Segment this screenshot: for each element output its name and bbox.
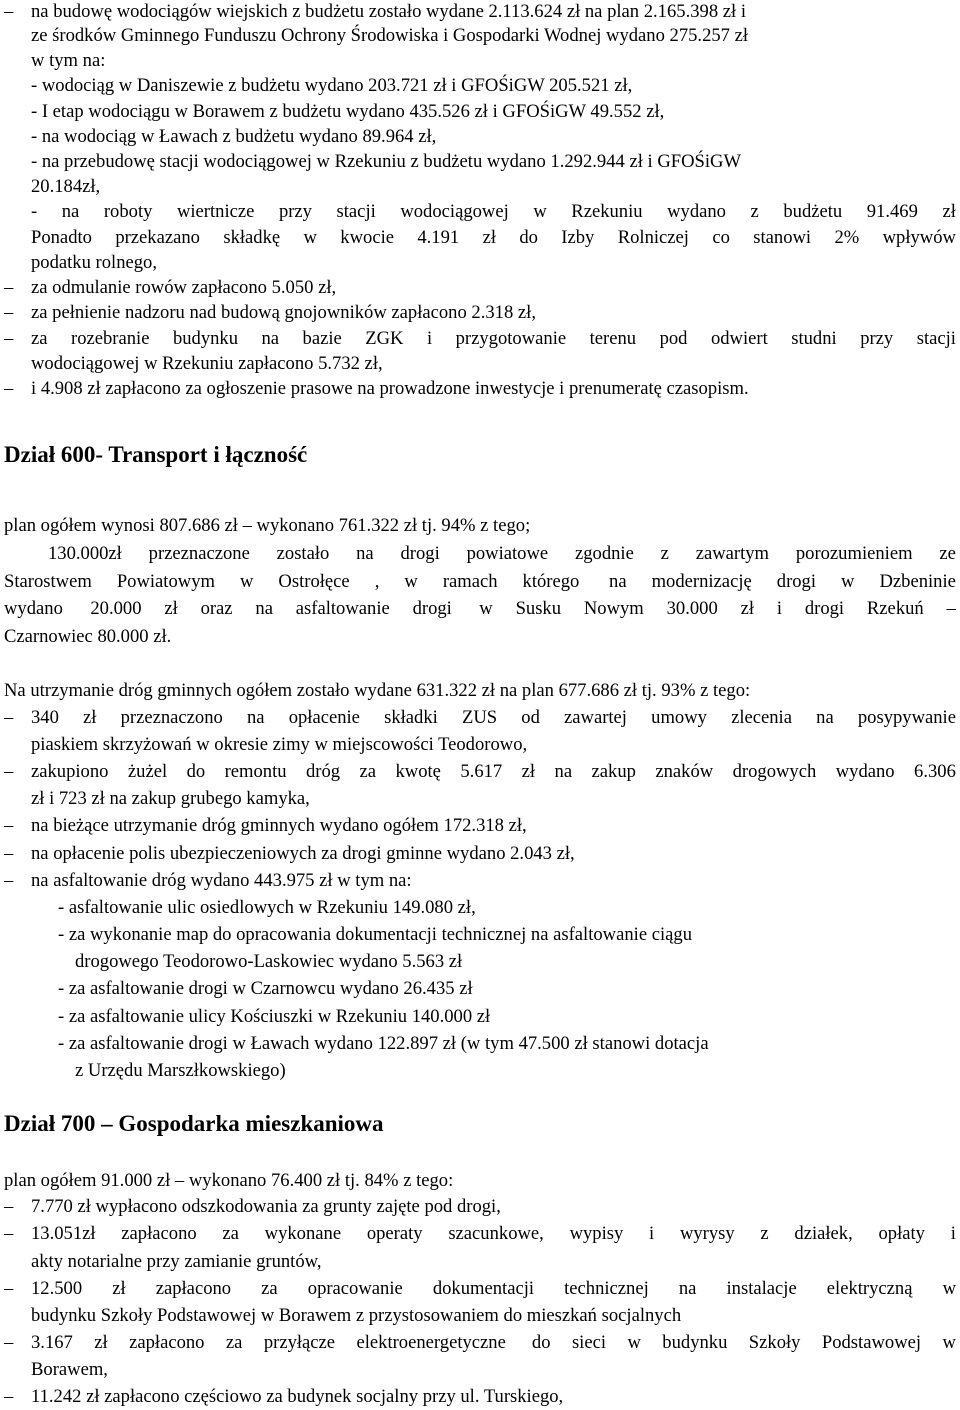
text-line: plan ogółem 91.000 zł – wykonano 76.400 zł tj. 84% z tego: bbox=[4, 1170, 454, 1191]
word: stanowi bbox=[753, 227, 812, 248]
word: Powiatowym bbox=[116, 571, 215, 592]
word: dokumentacji bbox=[432, 1278, 535, 1299]
word: technicznej bbox=[564, 1278, 649, 1299]
word: przy bbox=[278, 201, 312, 222]
word: ZUS bbox=[461, 707, 498, 728]
word: 13.051zł bbox=[31, 1223, 96, 1244]
word: wydano bbox=[4, 598, 63, 619]
justified-line bbox=[48, 543, 956, 565]
word: przeznaczone bbox=[148, 543, 250, 564]
word: Ostrołęce bbox=[278, 571, 350, 592]
word: kwotę bbox=[395, 761, 441, 782]
word: zł bbox=[482, 227, 496, 248]
word: zł bbox=[94, 1332, 108, 1353]
word: porozumieniem bbox=[795, 543, 913, 564]
word: elektroenergetyczne bbox=[356, 1332, 506, 1353]
word: za bbox=[222, 1223, 239, 1244]
word: w bbox=[533, 201, 547, 222]
word: wiertnicze bbox=[176, 201, 255, 222]
word: zgodnie bbox=[574, 543, 634, 564]
text-line: - na wodociąg w Ławach z budżetu wydano 89.964 zł, bbox=[31, 126, 437, 147]
word: wpływów bbox=[882, 227, 956, 248]
word: – bbox=[946, 598, 956, 619]
word: 4.191 bbox=[417, 227, 460, 248]
word: zlecenia bbox=[731, 707, 792, 728]
text-line: - wodociąg w Daniszewie z budżetu wydano 203.721 zł i GFOŚiGW 205.521 zł, bbox=[31, 75, 633, 96]
word: zł bbox=[112, 1278, 126, 1299]
word: do bbox=[527, 1332, 551, 1353]
word: w bbox=[404, 571, 418, 592]
word: Ponadto bbox=[31, 227, 92, 248]
word: przy bbox=[860, 328, 894, 349]
text-line: Na utrzymanie dróg gminnych ogółem zostało wydane 631.322 zł na plan 677.686 zł tj. 93% z tego: bbox=[4, 680, 751, 701]
bullet-dash: – bbox=[4, 1386, 14, 1407]
word: w bbox=[627, 1332, 641, 1353]
word: w bbox=[942, 1278, 956, 1299]
word: i bbox=[426, 328, 433, 349]
word: 5.617 bbox=[460, 761, 503, 782]
text-line: ze środków Gminnego Funduszu Ochrony Środowiska i Gospodarki Wodnej wydano 275.257 zł bbox=[31, 25, 749, 46]
justified-line bbox=[31, 201, 956, 223]
sub-item: drogowego Teodorowo-Laskowiec wydano 5.563 zł bbox=[75, 951, 463, 972]
list-item: na opłacenie polis ubezpieczeniowych za drogi gminne wydano 2.043 zł, bbox=[31, 843, 575, 864]
word: składki bbox=[384, 707, 438, 728]
word: za bbox=[261, 1278, 278, 1299]
word: bazie bbox=[302, 328, 342, 349]
word: powiatowe bbox=[466, 543, 549, 564]
bullet-dash: – bbox=[4, 328, 14, 349]
word: Rolniczej bbox=[617, 227, 689, 248]
word: stacji bbox=[916, 328, 956, 349]
word: Dzbeninie bbox=[879, 571, 956, 592]
word: do bbox=[519, 227, 538, 248]
section-heading: Dział 700 – Gospodarka mieszkaniowa bbox=[4, 1111, 384, 1136]
sub-item: - asfaltowanie ulic osiedlowych w Rzekuniu 149.080 zł, bbox=[58, 897, 476, 918]
word: umowy bbox=[651, 707, 707, 728]
word: wypisy bbox=[569, 1223, 624, 1244]
word: Podstawowej bbox=[821, 1332, 922, 1353]
word: ramach bbox=[442, 571, 498, 592]
word: z bbox=[660, 543, 669, 564]
word: Susku bbox=[515, 598, 562, 619]
word: wodociągowej bbox=[400, 201, 509, 222]
list-item: budynku Szkoły Podstawowej w Borawem z przystosowaniem do mieszkań socjalnych bbox=[31, 1305, 682, 1326]
justified-line bbox=[31, 761, 956, 783]
word: znaków bbox=[655, 761, 714, 782]
word: zł bbox=[164, 598, 178, 619]
word: 20.000 bbox=[85, 598, 142, 619]
word: na bbox=[261, 328, 280, 349]
word: zł bbox=[521, 761, 536, 782]
word: żużel bbox=[127, 761, 168, 782]
word: zł bbox=[740, 598, 754, 619]
justified-line bbox=[4, 571, 956, 593]
list-item: za pełnienie nadzoru nad budową gnojowników zapłacono 2.318 zł, bbox=[31, 302, 536, 323]
word: w bbox=[841, 571, 855, 592]
word: z bbox=[750, 201, 759, 222]
word: zł bbox=[83, 707, 97, 728]
word: na bbox=[356, 543, 374, 564]
word: przygotowanie bbox=[455, 328, 567, 349]
word: pod bbox=[659, 328, 688, 349]
word: i bbox=[776, 598, 782, 619]
word: szacunkowe, bbox=[448, 1223, 544, 1244]
text-line: na budowę wodociągów wiejskich z budżetu zostało wydane 2.113.624 zł na plan 2.165.398 zł i bbox=[31, 1, 746, 22]
word: od bbox=[521, 707, 540, 728]
bullet-dash: – bbox=[4, 1332, 14, 1353]
word: Starostwem bbox=[4, 571, 92, 592]
bullet-dash: – bbox=[4, 870, 14, 891]
sub-item: z Urzędu Marszłkowskiego) bbox=[75, 1060, 286, 1081]
text-line: plan ogółem wynosi 807.686 zł – wykonano 761.322 zł tj. 94% z tego; bbox=[4, 515, 531, 536]
word: za bbox=[359, 761, 377, 782]
list-item: i 4.908 zł zapłacono za ogłoszenie prasowe na prowadzone inwestycje i prenumeratę czasopism. bbox=[31, 378, 749, 399]
word: zapłacono bbox=[129, 1332, 205, 1353]
word: przyłącze bbox=[263, 1332, 336, 1353]
bullet-dash: – bbox=[4, 277, 14, 298]
word: dróg bbox=[306, 761, 341, 782]
word: na bbox=[61, 201, 80, 222]
word: Rzekuniu bbox=[571, 201, 643, 222]
word: z bbox=[760, 1223, 769, 1244]
list-item: 11.242 zł zapłacono częściowo za budynek socjalny przy ul. Turskiego, bbox=[31, 1386, 564, 1407]
word: działek, bbox=[794, 1223, 853, 1244]
justified-line bbox=[31, 1223, 956, 1245]
list-item: akty notarialne przy zamianie gruntów, bbox=[31, 1251, 322, 1272]
bullet-dash: – bbox=[4, 1223, 14, 1244]
word: do bbox=[186, 761, 206, 782]
word: studni bbox=[791, 328, 837, 349]
list-item: wodociągowej w Rzekuniu zapłacono 5.732 zł, bbox=[31, 353, 383, 374]
word: kwocie bbox=[340, 227, 394, 248]
bullet-dash: – bbox=[4, 378, 14, 399]
bullet-dash: – bbox=[4, 815, 14, 836]
word: 91.469 bbox=[866, 201, 918, 222]
word: na bbox=[554, 761, 573, 782]
word: za bbox=[31, 328, 48, 349]
word: i bbox=[649, 1223, 655, 1244]
word: za bbox=[225, 1332, 243, 1353]
word: drogowych bbox=[732, 761, 817, 782]
word: ze bbox=[939, 543, 956, 564]
list-item: 7.770 zł wypłacono odszkodowania za grunty zajęte pod drogi, bbox=[31, 1196, 501, 1217]
word: zostało bbox=[276, 543, 330, 564]
word: w bbox=[474, 598, 493, 619]
bullet-dash: – bbox=[4, 843, 14, 864]
word: przekazano bbox=[115, 227, 200, 248]
word: odwiert bbox=[710, 328, 768, 349]
word: opłacenie bbox=[288, 707, 360, 728]
sub-item: - za asfaltowanie drogi w Czarnowcu wydano 26.435 zł bbox=[58, 978, 473, 999]
word: w bbox=[942, 1332, 956, 1353]
word: wydano bbox=[835, 761, 895, 782]
text-line: - na przebudowę stacji wodociągowej w Rzekuniu z budżetu wydano 1.292.944 zł i GFOŚiGW bbox=[31, 151, 742, 172]
list-item: Borawem, bbox=[31, 1359, 108, 1380]
word: zakup bbox=[591, 761, 636, 782]
word: ZGK bbox=[365, 328, 404, 349]
word: opłaty bbox=[878, 1223, 925, 1244]
word: 30.000 bbox=[666, 598, 718, 619]
word: oraz bbox=[200, 598, 233, 619]
word: roboty bbox=[103, 201, 153, 222]
word: rozebranie bbox=[71, 328, 150, 349]
word: drogi bbox=[804, 598, 845, 619]
word: remontu bbox=[224, 761, 287, 782]
justified-line bbox=[31, 1278, 956, 1300]
bullet-dash: – bbox=[4, 1196, 14, 1217]
word: Izby bbox=[561, 227, 595, 248]
word: składkę bbox=[223, 227, 281, 248]
bullet-dash: – bbox=[4, 707, 14, 728]
word: opracowanie bbox=[307, 1278, 403, 1299]
word: operaty bbox=[366, 1223, 423, 1244]
sub-item: - za asfaltowanie ulicy Kościuszki w Rzekuniu 140.000 zł bbox=[58, 1006, 491, 1027]
text-line: podatku rolnego, bbox=[31, 252, 157, 273]
word: asfaltowanie bbox=[295, 598, 390, 619]
list-item: na asfaltowanie dróg wydano 443.975 zł w tym na: bbox=[31, 870, 412, 891]
word: na bbox=[678, 1278, 697, 1299]
word: przeznaczono bbox=[120, 707, 223, 728]
word: Rzekuń bbox=[866, 598, 924, 619]
word: stacji bbox=[336, 201, 376, 222]
word: terenu bbox=[589, 328, 637, 349]
word: w bbox=[239, 571, 254, 592]
word: 2% bbox=[834, 227, 860, 248]
word: którego bbox=[522, 571, 580, 592]
word: na bbox=[816, 707, 834, 728]
word: posypywanie bbox=[857, 707, 956, 728]
word: zapłacono bbox=[155, 1278, 232, 1299]
justified-line bbox=[31, 328, 956, 350]
word: Szkoły bbox=[748, 1332, 801, 1353]
justified-line bbox=[31, 1332, 956, 1354]
word: w bbox=[303, 227, 317, 248]
word: zł bbox=[942, 201, 956, 222]
text-line: Czarnowiec 80.000 zł. bbox=[4, 626, 172, 647]
word: zawartym bbox=[695, 543, 770, 564]
word: sieci bbox=[571, 1332, 607, 1353]
text-line: w tym na: bbox=[31, 50, 106, 71]
word: 12.500 bbox=[31, 1278, 83, 1299]
word: instalacje bbox=[726, 1278, 797, 1299]
word: 3.167 bbox=[31, 1332, 73, 1353]
word: wykonane bbox=[264, 1223, 342, 1244]
text-line: 20.184zł, bbox=[31, 176, 101, 197]
word: na bbox=[246, 707, 265, 728]
word: zakupiono bbox=[31, 761, 109, 782]
word: 130.000zł bbox=[48, 543, 122, 564]
text-line: - I etap wodociągu w Borawem z budżetu wydano 435.526 zł i GFOŚiGW 49.552 zł, bbox=[31, 101, 665, 122]
bullet-dash: – bbox=[4, 761, 14, 782]
word: 340 bbox=[31, 707, 59, 728]
justified-line bbox=[31, 707, 956, 729]
word: budynku bbox=[172, 328, 239, 349]
justified-line bbox=[4, 598, 956, 620]
section-heading: Dział 600- Transport i łączność bbox=[4, 442, 308, 467]
word: budynku bbox=[662, 1332, 728, 1353]
justified-line bbox=[31, 227, 956, 249]
word: wyrysy bbox=[679, 1223, 735, 1244]
bullet-dash: – bbox=[4, 302, 14, 323]
list-item: zł i 723 zł na zakup grubego kamyka, bbox=[31, 788, 310, 809]
bullet-dash: – bbox=[4, 1278, 14, 1299]
word: zawartej bbox=[564, 707, 627, 728]
list-item: na bieżące utrzymanie dróg gminnych wydano ogółem 172.318 zł, bbox=[31, 815, 527, 836]
word: drogi bbox=[776, 571, 817, 592]
list-item: piaskiem skrzyżowań w okresie zimy w miejscowości Teodorowo, bbox=[31, 734, 528, 755]
list-item: za odmulanie rowów zapłacono 5.050 zł, bbox=[31, 277, 337, 298]
word: wydano bbox=[667, 201, 726, 222]
word: , bbox=[374, 571, 380, 592]
word: - bbox=[31, 201, 38, 222]
word: zapłacono bbox=[121, 1223, 197, 1244]
sub-item: - za asfaltowanie drogi w Ławach wydano 122.897 zł (w tym 47.500 zł stanowi dotacja bbox=[58, 1033, 709, 1054]
word: drogi bbox=[400, 543, 440, 564]
word: na bbox=[255, 598, 273, 619]
word: 6.306 bbox=[914, 761, 956, 782]
word: elektryczną bbox=[826, 1278, 913, 1299]
word: na bbox=[604, 571, 627, 592]
word: budżetu bbox=[783, 201, 843, 222]
word: i bbox=[950, 1223, 956, 1244]
sub-item: - za wykonanie map do opracowania dokumentacji technicznej na asfaltowanie ciągu bbox=[58, 924, 692, 945]
bullet-dash: – bbox=[4, 1, 14, 22]
word: drogi bbox=[412, 598, 452, 619]
word: modernizację bbox=[651, 571, 752, 592]
word: Nowym bbox=[583, 598, 644, 619]
word: co bbox=[712, 227, 730, 248]
